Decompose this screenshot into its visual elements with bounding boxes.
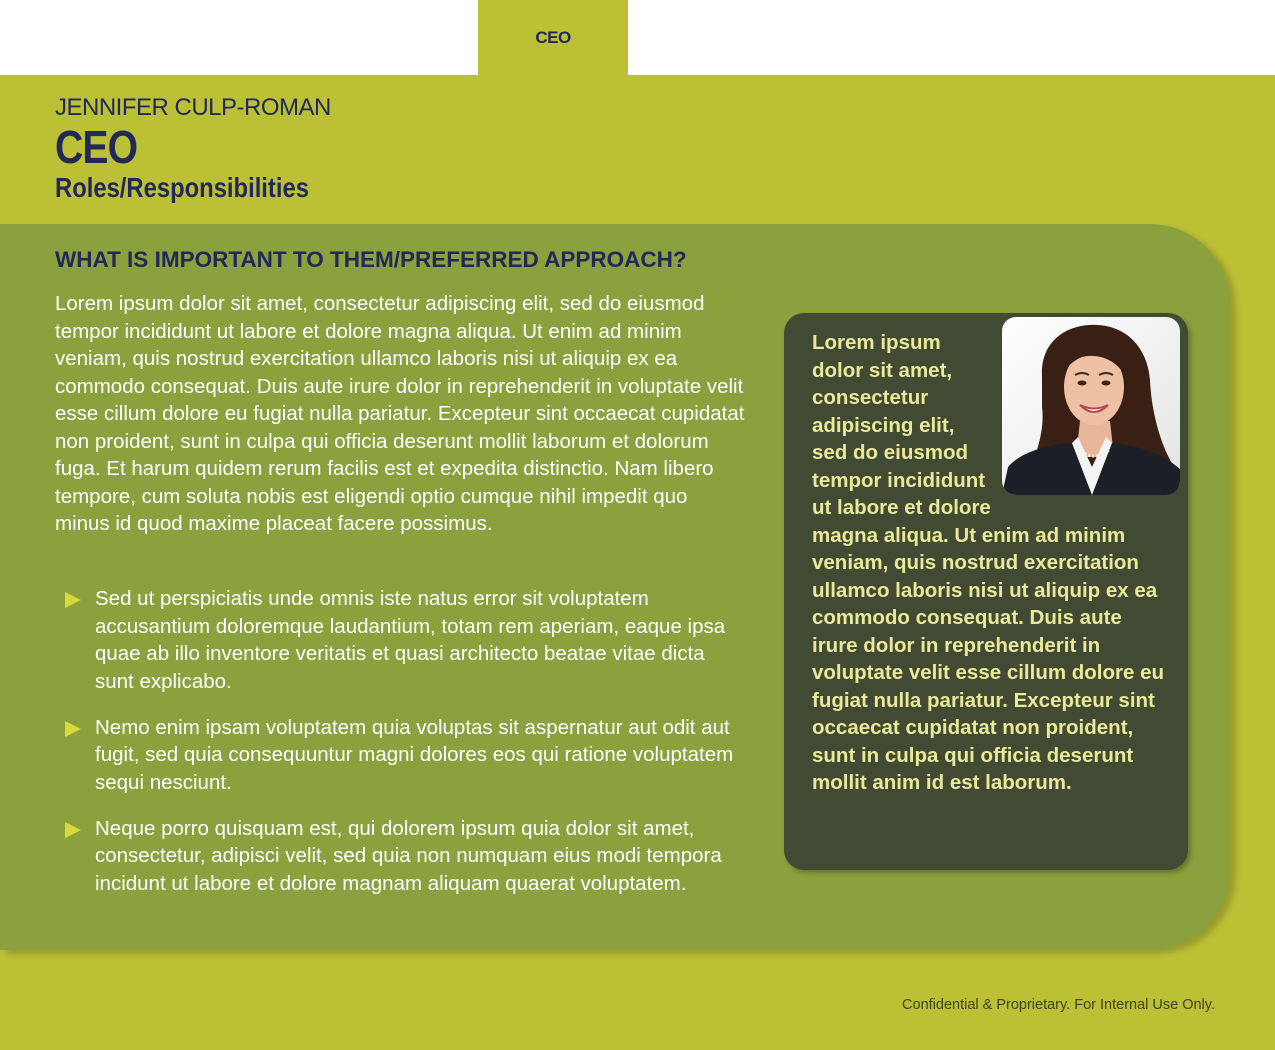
bullet-text: Neque porro quisquam est, qui dolorem ipsum quia dolor sit amet, consectetur, adipisci velit, sed quia non numquam eius modi tempora incidunt ut labore et dolore magnam aliquam quaerat voluptatem. [95, 816, 722, 895]
callout-text: Lorem ipsum dolor sit amet, consectetur adipiscing elit, sed do eiusmod tempor incididunt ut labore et dolore magna aliqua. Ut enim ad minim veniam, quis nostrud exercitation ullamco laboris nisi ut aliquip ex ea commodo consequat. Duis aute irure dolor in reprehenderit in voluptate velit esse cillum dolore eu fugiat nulla pariatur. Excepteur sint occaecat cupidatat non proident, sunt in culpa qui officia deserunt mollit anim id est laborum. [812, 331, 1165, 794]
section-heading: WHAT IS IMPORTANT TO THEM/PREFERRED APPROACH? [55, 247, 687, 272]
page-subtitle: Roles/Responsibilities [55, 172, 309, 203]
tab-ceo[interactable]: CEO [478, 0, 628, 75]
triangle-bullet-icon [65, 822, 81, 838]
portrait-photo [1002, 317, 1194, 495]
list-item [55, 714, 745, 797]
callout-text-block [812, 329, 1172, 797]
page-header [55, 94, 354, 204]
list-item [55, 815, 745, 898]
triangle-bullet-icon [65, 721, 81, 737]
top-bar [0, 0, 1275, 75]
bullet-text: Nemo enim ipsam voluptatem quia voluptas sit aspernatur aut odit aut fugit, sed quia consequuntur magni dolores eos qui ratione voluptatem sequi nesciunt. [95, 715, 734, 794]
triangle-bullet-icon [65, 592, 81, 608]
confidential-footer: Confidential & Proprietary. For Internal Use Only. [902, 997, 1215, 1013]
page-title: CEO [55, 121, 138, 173]
bullet-text: Sed ut perspiciatis unde omnis iste natus error sit voluptatem accusantium doloremque laudantium, totam rem aperiam, eaque ipsa quae ab illo inventore veritatis et quasi architecto beatae vitae dicta sunt explicabo. [95, 587, 726, 693]
list-item [55, 585, 745, 695]
intro-paragraph: Lorem ipsum dolor sit amet, consectetur adipiscing elit, sed do eiusmod tempor incididunt ut labore et dolore magna aliqua. Ut enim ad minim veniam, quis nostrud exercitation ullamco laboris nisi ut aliquip ex ea commodo consequat. Duis aute irure dolor in reprehenderit in voluptate velit esse cillum dolore eu fugiat nulla pariatur. Excepteur sint occaecat cupidatat non proident, sunt in culpa qui officia deserunt mollit laborum et dolorum fuga. Et harum quidem rerum facilis est et expedita distinctio. Nam libero tempore, cum soluta nobis est eligendi optio cumque nihil impedit quo minus id quod maxime placeat facere possimus. [55, 292, 745, 535]
person-name: JENNIFER CULP-ROMAN [55, 94, 331, 121]
bullet-list [55, 585, 745, 916]
